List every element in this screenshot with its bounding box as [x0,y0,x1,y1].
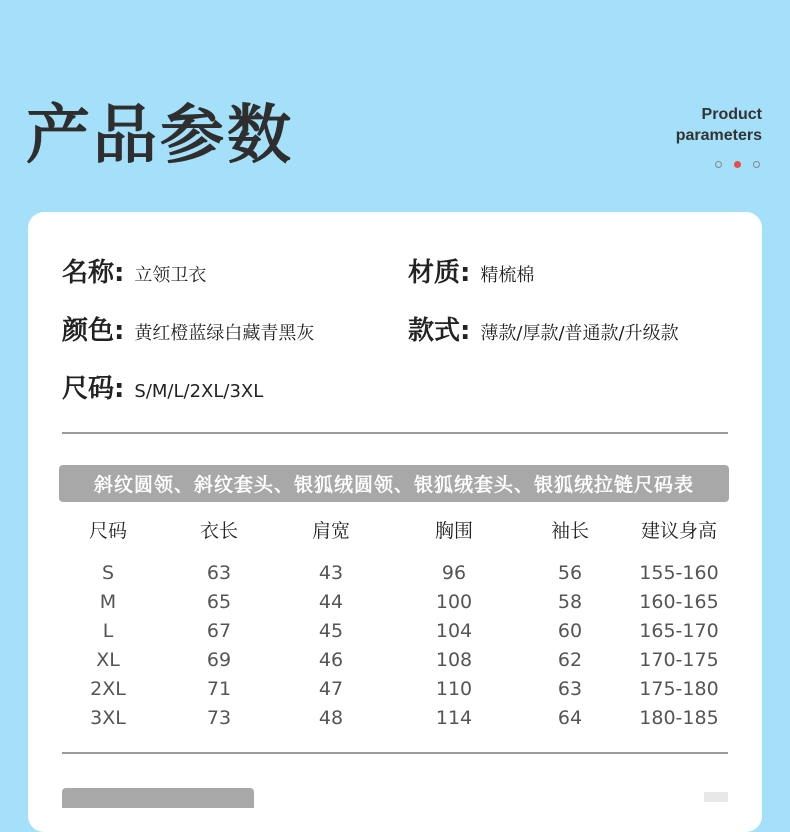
cell-chest: 108 [435,648,473,671]
table-row [54,645,740,674]
cell-length: 71 [206,677,232,700]
cell-shoulder: 48 [318,706,344,729]
table-row [54,674,740,703]
cell-length: 69 [206,648,232,671]
cell-size: 2XL [90,677,126,700]
table-row [54,558,740,587]
cell-chest: 104 [435,619,473,642]
next-section-banner [62,788,254,808]
cell-size: XL [96,648,120,671]
cell-size: S [101,561,115,584]
param-color-value: 黄红橙蓝绿白藏青黑灰 [134,323,315,344]
cell-length: 65 [206,590,232,613]
cell-shoulder: 46 [318,648,344,671]
header-height: 建议身高 [640,519,717,542]
cell-chest: 100 [435,590,473,613]
param-name [62,252,206,289]
cell-length: 73 [206,706,232,729]
carousel-dot-active[interactable] [734,161,741,168]
param-style [408,310,679,347]
carousel-dot[interactable] [715,161,722,168]
size-chart-banner: 斜纹圆领、斜纹套头、银狐绒圆领、银狐绒套头、银狐绒拉链尺码表 [59,465,729,502]
cell-shoulder: 45 [318,619,344,642]
cell-height: 175-180 [639,677,719,700]
cell-sleeve: 64 [557,706,583,729]
cell-height: 155-160 [639,561,719,584]
header-shoulder: 肩宽 [311,519,350,542]
cell-sleeve: 60 [557,619,583,642]
subtitle-line-2: parameters [675,127,762,144]
cell-sleeve: 56 [557,561,583,584]
cell-height: 165-170 [639,619,719,642]
cell-height: 180-185 [639,706,719,729]
param-size-value: S/M/L/2XL/3XL [134,381,264,402]
cell-height: 160-165 [639,590,719,613]
param-color [62,310,314,347]
cell-shoulder: 47 [318,677,344,700]
cell-chest: 114 [435,706,473,729]
size-table-header [54,512,740,546]
parameters-card [28,212,762,832]
cell-shoulder: 43 [318,561,344,584]
next-section-hint [704,792,728,802]
cell-chest: 110 [435,677,473,700]
header-size: 尺码 [88,519,127,542]
divider-bottom [62,752,728,754]
table-row [54,616,740,645]
param-color-label: 颜色: [62,316,125,346]
cell-length: 67 [206,619,232,642]
cell-length: 63 [206,561,232,584]
carousel-dots [715,161,760,168]
table-row [54,587,740,616]
cell-size: 3XL [90,706,126,729]
cell-size: M [99,590,117,613]
param-material-value: 精梳棉 [480,265,535,286]
cell-height: 170-175 [639,648,719,671]
cell-sleeve: 63 [557,677,583,700]
size-table [54,512,740,732]
param-material [408,252,534,289]
param-style-value: 薄款/厚款/普通款/升级款 [480,323,679,344]
divider-top [62,432,728,434]
cell-sleeve: 62 [557,648,583,671]
table-row [54,703,740,732]
page-title: 产品参数 [26,99,294,173]
param-size-label: 尺码: [62,374,125,404]
param-name-value: 立领卫衣 [134,265,207,286]
page-subtitle [676,104,762,146]
param-style-label: 款式: [408,316,471,346]
carousel-dot[interactable] [753,161,760,168]
cell-sleeve: 58 [557,590,583,613]
header-sleeve: 袖长 [550,519,589,542]
cell-size: L [102,619,114,642]
header-length: 衣长 [199,519,238,542]
subtitle-line-1: Product [701,106,762,123]
param-material-label: 材质: [408,258,471,288]
param-name-label: 名称: [62,258,125,288]
cell-chest: 96 [441,561,467,584]
param-size [62,368,263,405]
cell-shoulder: 44 [318,590,344,613]
header-chest: 胸围 [434,519,473,542]
